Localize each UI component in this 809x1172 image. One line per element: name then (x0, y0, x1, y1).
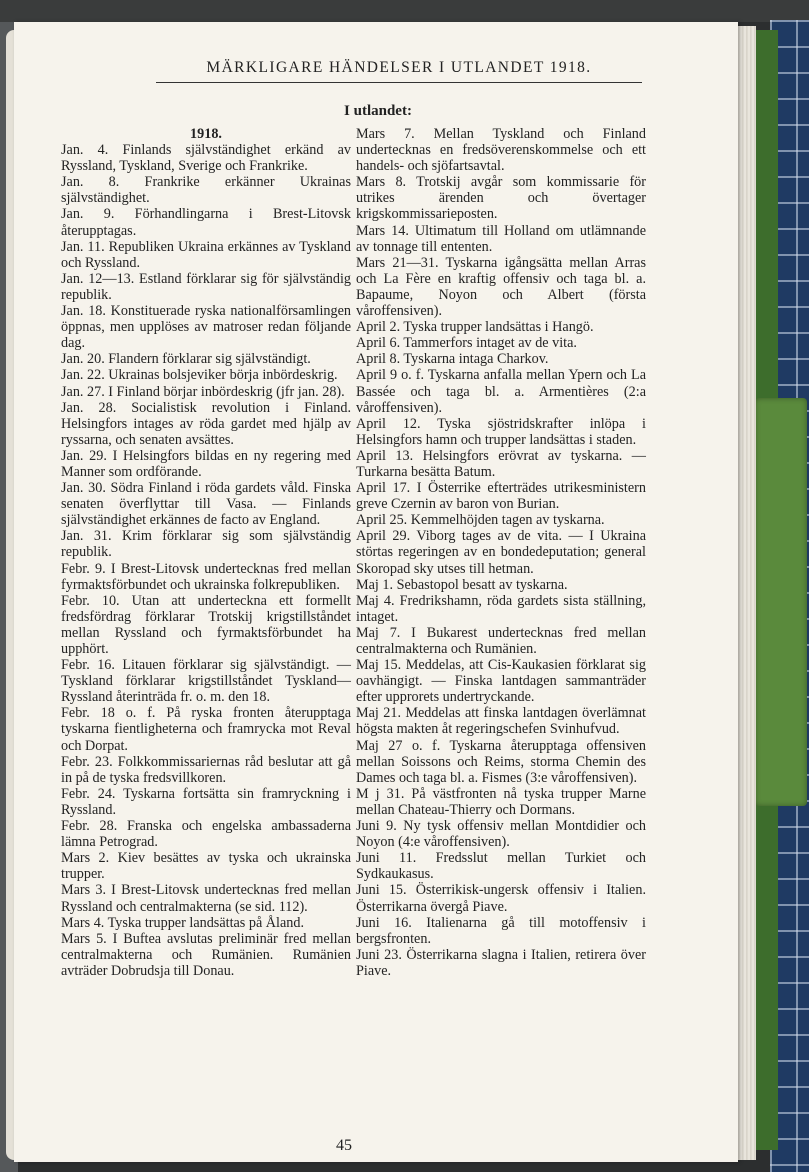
chronology-entry: Juni 16. Italienarna gå till motoffensiv i bergsfronten. (356, 914, 646, 947)
chronology-entry: Jan. 31. Krim förklarar sig som självständig republik. (61, 528, 351, 561)
chronology-entry: April 2. Tyska trupper landsättas i Hangö. (356, 319, 594, 336)
chronology-entry: Maj 1. Sebastopol besatt av tyskarna. (356, 576, 568, 593)
chronology-entry: Mars 4. Tyska trupper landsättas på Åland. (61, 914, 305, 931)
book-page (14, 22, 738, 1162)
chronology-entry: Febr. 23. Folkkommissariernas råd beslutar att gå in på de tyska fredsvillkoren. (61, 753, 351, 786)
chronology-entry: Juni 23. Österrikarna slagna i Italien, retirera över Piave. (356, 946, 646, 979)
chronology-entry: Mars 14. Ultimatum till Holland om utlämnande av tonnage till ententen. (356, 222, 646, 255)
background-top (0, 0, 809, 22)
chronology-entry: Maj 21. Meddelas att finska lantdagen överlämnat högsta makten åt regeringschefen Svinhufvud. (356, 705, 646, 738)
page-number: 45 (336, 1137, 352, 1154)
chronology-entry: Maj 15. Meddelas, att Cis-Kaukasien förklarat sig oavhängigt. — Finska lantdagen sammanträder efter upprorets undertryckande. (356, 657, 646, 706)
chronology-entry: Mars 3. I Brest-Litovsk undertecknas fred mellan Ryssland och centralmakterna (se sid. 112). (61, 882, 351, 915)
chronology-entry: Maj 27 o. f. Tyskarna återupptaga offensiven mellan Soissons och Reims, storma Chemin des Dames och taga bl. a. Fismes (3:e våroffensiven). (356, 737, 646, 786)
chronology-entry: Mars 7. Mellan Tyskland och Finland undertecknas en fredsöverenskommelse och ett handels- och sjöfartsavtal. (356, 126, 646, 175)
chronology-entry: Febr. 28. Franska och engelska ambassaderna lämna Petrograd. (61, 818, 351, 851)
chronology-entry: Jan. 12—13. Estland förklarar sig för självständig republik. (61, 270, 351, 303)
chronology-entry: Jan. 9. Förhandlingarna i Brest-Litovsk återupptagas. (61, 206, 351, 239)
left-column (61, 126, 351, 979)
left-entries (61, 142, 351, 979)
chronology-entry: Mars 5. I Buftea avslutas preliminär fred mellan centralmakterna och Rumänien. Rumänien avträder Dobrudsja till Donau. (61, 930, 351, 979)
chronology-entry: Febr. 10. Utan att underteckna ett formellt fredsfördrag förklarar Trotskij krigstillståndet mellan Ryssland och fyrmaktsförbundet ha upphört. (61, 592, 351, 657)
chronology-entry: Jan. 18. Konstituerade ryska nationalförsamlingen öppnas, men upplöses av matroser redan följande dag. (61, 303, 351, 352)
chronology-entry: April 13. Helsingfors erövrat av tyskarna. — Turkarna besätta Batum. (356, 447, 646, 480)
chronology-entry: Jan. 8. Frankrike erkänner Ukrainas självständighet. (61, 174, 351, 207)
chronology-entry: Mars 8. Trotskij avgår som kommissarie för utrikes ärenden och övertager krigskommissarieposten. (356, 174, 646, 223)
chronology-entry: Jan. 4. Finlands självständighet erkänd av Ryssland, Tyskland, Sverige och Frankrike. (61, 142, 351, 175)
chronology-entry: Jan. 30. Södra Finland i röda gardets våld. Finska senaten överflyttar till Vasa. — Finlands självständighet erkännes de facto av England. (61, 480, 351, 529)
chronology-entry: Febr. 18 o. f. På ryska fronten återupptaga tyskarna fientligheterna och framrycka mot Reval och Dorpat. (61, 705, 351, 754)
chronology-entry: M j 31. På västfronten nå tyska trupper Marne mellan Chateau-Thierry och Dormans. (356, 785, 646, 818)
chronology-entry: Jan. 27. I Finland börjar inbördeskrig (jfr jan. 28). (61, 383, 345, 400)
right-column (356, 126, 646, 979)
chronology-entry: April 29. Viborg tages av de vita. — I Ukraina störtas regeringen av en bondedeputation; general Skoropad sky utses till hetman. (356, 528, 646, 577)
chronology-entry: Maj 7. I Bukarest undertecknas fred mellan centralmakterna och Rumänien. (356, 624, 646, 657)
chronology-entry: Jan. 11. Republiken Ukraina erkännes av Tyskland och Ryssland. (61, 238, 351, 271)
section-title: I utlandet: (344, 103, 412, 119)
chronology-entry: Juni 11. Fredsslut mellan Turkiet och Sydkaukasus. (356, 850, 646, 883)
chronology-entry: Mars 21—31. Tyskarna igångsätta mellan Arras och La Fère en kraftig offensiv och taga bl. a. Bapaume, Noyon och Albert (första våroffensiven). (356, 254, 646, 320)
chronology-entry: April 6. Tammerfors intaget av de vita. (356, 335, 577, 352)
chronology-entry: Mars 2. Kiev besättes av tyska och ukrainska trupper. (61, 850, 351, 883)
chronology-entry: April 12. Tyska sjöstridskrafter inlöpa i Helsingfors hamn och trupper landsättas i staden. (356, 415, 646, 448)
chronology-entry: Jan. 29. I Helsingfors bildas en ny regering med Manner som ordförande. (61, 447, 351, 480)
chronology-entry: Juni 15. Österrikisk-ungersk offensiv i Italien. Österrikarna övergå Piave. (356, 882, 646, 915)
chronology-entry: Jan. 22. Ukrainas bolsjeviker börja inbördeskrig. (61, 367, 338, 384)
chronology-entry: Jan. 28. Socialistisk revolution i Finland. Helsingfors intages av röda gardet med hjälp av ryssarna, och senaten avsättes. (61, 399, 351, 448)
chronology-entry: April 25. Kemmelhöjden tagen av tyskarna. (356, 512, 605, 529)
running-head: MÄRKLIGARE HÄNDELSER I UTLANDET 1918. (206, 59, 592, 76)
chronology-entry: Febr. 24. Tyskarna fortsätta sin framryckning i Ryssland. (61, 785, 351, 818)
chronology-entry: Jan. 20. Flandern förklarar sig självständigt. (61, 351, 311, 368)
header-rule (156, 82, 642, 83)
chronology-entry: Juni 9. Ny tysk offensiv mellan Montdidier och Noyon (4:e våroffensiven). (356, 818, 646, 851)
chronology-entry: Febr. 9. I Brest-Litovsk undertecknas fred mellan fyrmaktsförbundet och ukrainska folkrepubliken. (61, 560, 351, 593)
chronology-entry: April 9 o. f. Tyskarna anfalla mellan Ypern och La Bassée och taga bl. a. Armentières (2:a våroffensiven). (356, 367, 646, 416)
chronology-entry: April 17. I Österrike efterträdes utrikesministern greve Czernin av baron von Burian. (356, 480, 646, 513)
chronology-entry: Maj 4. Fredrikshamn, röda gardets sista ställning, intaget. (356, 592, 646, 625)
green-bookmark-tab (755, 398, 807, 806)
chronology-entry: April 8. Tyskarna intaga Charkov. (356, 351, 549, 368)
chronology-entry: Febr. 16. Litauen förklarar sig självständigt. — Tyskland förklarar krigstillståndet Tyskland—Ryssland återinträda fr. o. m. den 18. (61, 657, 351, 706)
right-entries (356, 126, 646, 979)
year-heading: 1918. (190, 126, 222, 142)
